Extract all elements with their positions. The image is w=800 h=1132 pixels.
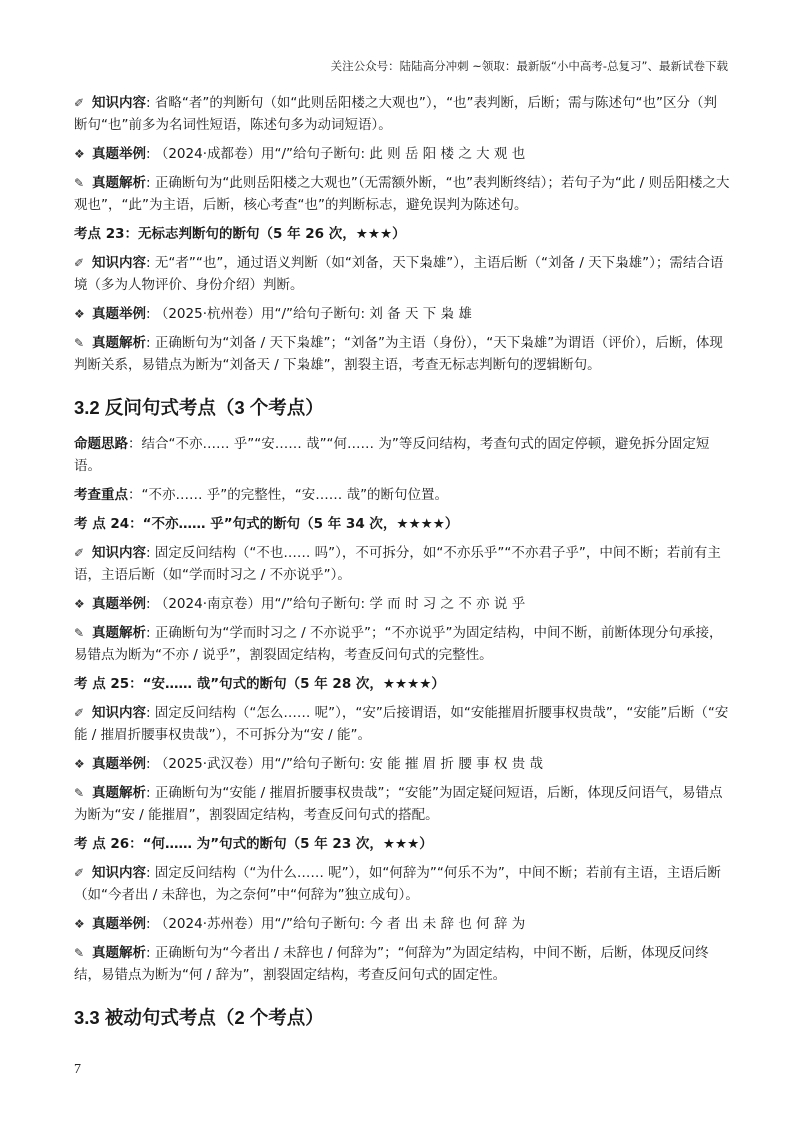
exam-point-heading: 考点 23：无标志判断句的断句（5 年 26 次，★★★） — [74, 226, 406, 242]
diamond-bullet-icon: ❖ — [74, 597, 85, 611]
paragraph-text: : 正确断句为“安能 / 摧眉折腰事权贵哉”；“安能”为固定疑问短语，后断，体现反问语气，易错点为断为“安 / 能摧眉”，割裂固定结构，考查反问句式的搭配。 — [74, 785, 723, 823]
paragraph-text: : 正确断句为“刘备 / 天下枭雄”；“刘备”为主语（身份），“天下枭雄”为谓语（评价），后断，体现判断关系，易错点为断为“刘备天 / 下枭雄”，割裂主语，考查无标志判断句的逻辑断句。 — [74, 335, 723, 373]
page-number: 7 — [74, 1062, 81, 1077]
pencil-icon: ✐ — [74, 256, 85, 270]
analysis-paragraph — [74, 782, 730, 826]
page-content — [74, 92, 730, 1043]
paragraph-label: 真题解析 — [92, 335, 146, 351]
pen-icon: ✎ — [74, 336, 85, 350]
paragraph-label: 真题解析 — [92, 625, 146, 641]
pen-icon: ✎ — [74, 786, 85, 800]
plain-paragraph — [74, 433, 730, 477]
exam-point-heading: 考 点 26：“何…… 为”句式的断句（5 年 23 次，★★★） — [74, 836, 433, 852]
example-paragraph — [74, 913, 730, 935]
analysis-paragraph — [74, 332, 730, 376]
paragraph-label: 考查重点 — [74, 487, 128, 503]
paragraph-text: : （2025·杭州卷）用“/”给句子断句: 刘 备 天 下 枭 雄 — [146, 306, 472, 322]
diamond-bullet-icon: ❖ — [74, 917, 85, 931]
pencil-icon: ✐ — [74, 546, 85, 560]
section-heading: 3.3 被动句式考点（2 个考点） — [74, 1007, 324, 1028]
pencil-icon: ✐ — [74, 96, 85, 110]
paragraph-label: 真题举例 — [92, 146, 146, 162]
paragraph-label: 知识内容 — [92, 95, 146, 111]
exam-point-heading: 考 点 25：“安…… 哉”句式的断句（5 年 28 次，★★★★） — [74, 676, 445, 692]
paragraph-label: 真题解析 — [92, 175, 146, 191]
paragraph-label: 知识内容 — [92, 865, 146, 881]
paragraph-text: ：“不亦…… 乎”的完整性，“安…… 哉”的断句位置。 — [128, 487, 449, 503]
paragraph-label: 知识内容 — [92, 545, 146, 561]
diamond-bullet-icon: ❖ — [74, 757, 85, 771]
knowledge-paragraph — [74, 542, 730, 586]
paragraph-label: 真题解析 — [92, 945, 146, 961]
paragraph-text: : （2024·成都卷）用“/”给句子断句: 此 则 岳 阳 楼 之 大 观 也 — [146, 146, 526, 162]
paragraph-text: : （2024·南京卷）用“/”给句子断句: 学 而 时 习 之 不 亦 说 乎 — [146, 596, 526, 612]
header-note: 关注公众号：陆陆高分冲刺 ~领取：最新版“小中高考-总复习”、最新试卷下载 — [330, 59, 728, 73]
diamond-bullet-icon: ❖ — [74, 147, 85, 161]
example-paragraph — [74, 593, 730, 615]
exam-point-heading: 考 点 24：“不亦…… 乎”句式的断句（5 年 34 次，★★★★） — [74, 516, 459, 532]
knowledge-paragraph — [74, 702, 730, 746]
paragraph-text: : 正确断句为“今者出 / 未辞也 / 何辞为”；“何辞为”为固定结构，中间不断，后断，体现反问终结，易错点为断为“何 / 辞为”，割裂固定结构，考查反问句式的固定性。 — [74, 945, 709, 983]
paragraph-label: 真题举例 — [92, 916, 146, 932]
paragraph-label: 知识内容 — [92, 705, 146, 721]
paragraph-text: : （2024·苏州卷）用“/”给句子断句: 今 者 出 未 辞 也 何 辞 为 — [146, 916, 526, 932]
knowledge-paragraph — [74, 252, 730, 296]
section-heading: 3.2 反问句式考点（3 个考点） — [74, 397, 324, 418]
paragraph-label: 真题举例 — [92, 596, 146, 612]
diamond-bullet-icon: ❖ — [74, 307, 85, 321]
paragraph-label: 知识内容 — [92, 255, 146, 271]
paragraph-text: : 正确断句为“此则岳阳楼之大观也”（无需额外断，“也”表判断终结）；若句子为“此 / 则岳阳楼之大观也”，“此”为主语，后断，核心考查“也”的判断标志，避免误判为陈述句。 — [74, 175, 730, 213]
pen-icon: ✎ — [74, 626, 85, 640]
knowledge-paragraph — [74, 92, 730, 136]
analysis-paragraph — [74, 622, 730, 666]
paragraph-text: : 无“者”“也”，通过语义判断（如“刘备，天下枭雄”），主语后断（“刘备 / 天下枭雄”）；需结合语境（多为人物评价、身份介绍）判断。 — [74, 255, 724, 293]
example-paragraph — [74, 143, 730, 165]
paragraph-text: : 省略“者”的判断句（如“此则岳阳楼之大观也”），“也”表判断，后断；需与陈述句“也”区分（判断句“也”前多为名词性短语，陈述句多为动词短语）。 — [74, 95, 718, 133]
paragraph-label: 真题举例 — [92, 756, 146, 772]
pencil-icon: ✐ — [74, 866, 85, 880]
paragraph-text: ：结合“不亦…… 乎”“安…… 哉”“何…… 为”等反问结构，考查句式的固定停顿，避免拆分固定短语。 — [74, 436, 710, 474]
knowledge-paragraph — [74, 862, 730, 906]
paragraph-text: : 固定反问结构（“为什么…… 呢”），如“何辞为”“何乐不为”，中间不断；若前有主语，主语后断（如“今者出 / 未辞也，为之奈何”中“何辞为”独立成句）。 — [74, 865, 721, 903]
paragraph-label: 真题举例 — [92, 306, 146, 322]
paragraph-text: : 正确断句为“学而时习之 / 不亦说乎”；“不亦说乎”为固定结构，中间不断，前断体现分句承接，易错点为断为“不亦 / 说乎”，割裂固定结构，考查反问句式的完整性。 — [74, 625, 723, 663]
example-paragraph — [74, 753, 730, 775]
example-paragraph — [74, 303, 730, 325]
paragraph-label: 命题思路 — [74, 436, 128, 452]
plain-paragraph — [74, 484, 730, 506]
analysis-paragraph — [74, 942, 730, 986]
paragraph-text: : （2025·武汉卷）用“/”给句子断句: 安 能 摧 眉 折 腰 事 权 贵 哉 — [146, 756, 543, 772]
pencil-icon: ✐ — [74, 706, 85, 720]
paragraph-text: : 固定反问结构（“不也…… 吗”），不可拆分，如“不亦乐乎”“不亦君子乎”，中间不断；若前有主语，主语后断（如“学而时习之 / 不亦说乎”）。 — [74, 545, 721, 583]
paragraph-text: : 固定反问结构（“怎么…… 呢”），“安”后接谓语，如“安能摧眉折腰事权贵哉”，“安能”后断（“安能 / 摧眉折腰事权贵哉”），不可拆分为“安 / 能”。 — [74, 705, 729, 743]
paragraph-label: 真题解析 — [92, 785, 146, 801]
pen-icon: ✎ — [74, 946, 85, 960]
analysis-paragraph — [74, 172, 730, 216]
pen-icon: ✎ — [74, 176, 85, 190]
